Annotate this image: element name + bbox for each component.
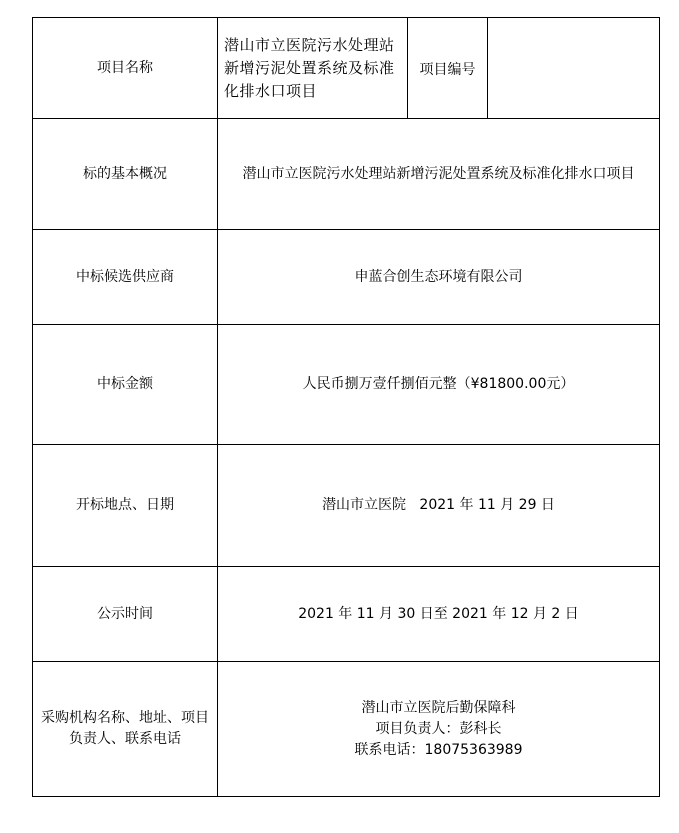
project-code-label: 项目编号 bbox=[408, 18, 488, 118]
row-publicity bbox=[33, 567, 659, 662]
row-amount bbox=[33, 325, 659, 445]
supplier-label: 中标候选供应商 bbox=[33, 230, 218, 324]
row-agency bbox=[33, 662, 659, 796]
amount-value: 人民币捌万壹仟捌佰元整（¥81800.00元） bbox=[302, 376, 575, 392]
project-name-label: 项目名称 bbox=[33, 18, 218, 118]
agency-phone: 联系电话：18075363989 bbox=[354, 741, 523, 758]
opening-value: 潜山市立医院 2021 年 11 月 29 日 bbox=[322, 497, 555, 513]
supplier-value: 申蓝合创生态环境有限公司 bbox=[354, 268, 523, 285]
agency-value bbox=[218, 662, 659, 796]
publicity-value: 2021 年 11 月 30 日至 2021 年 12 月 2 日 bbox=[298, 605, 579, 622]
row-supplier bbox=[33, 230, 659, 325]
row-project-name bbox=[33, 18, 659, 119]
row-opening bbox=[33, 445, 659, 567]
project-code-value bbox=[488, 18, 659, 118]
publicity-label: 公示时间 bbox=[33, 567, 218, 661]
agency-contact-person: 项目负责人：彭科长 bbox=[375, 720, 502, 737]
overview-label: 标的基本概况 bbox=[33, 119, 218, 229]
row-overview bbox=[33, 119, 659, 230]
bid-result-table bbox=[32, 17, 660, 797]
opening-label: 开标地点、日期 bbox=[33, 445, 218, 566]
agency-name: 潜山市立医院后勤保障科 bbox=[361, 699, 516, 716]
project-name-value: 潜山市立医院污水处理站新增污泥处置系统及标准化排水口项目 bbox=[218, 18, 408, 118]
agency-label: 采购机构名称、地址、项目负责人、联系电话 bbox=[33, 662, 218, 796]
overview-value: 潜山市立医院污水处理站新增污泥处置系统及标准化排水口项目 bbox=[242, 165, 635, 182]
amount-label: 中标金额 bbox=[33, 325, 218, 444]
